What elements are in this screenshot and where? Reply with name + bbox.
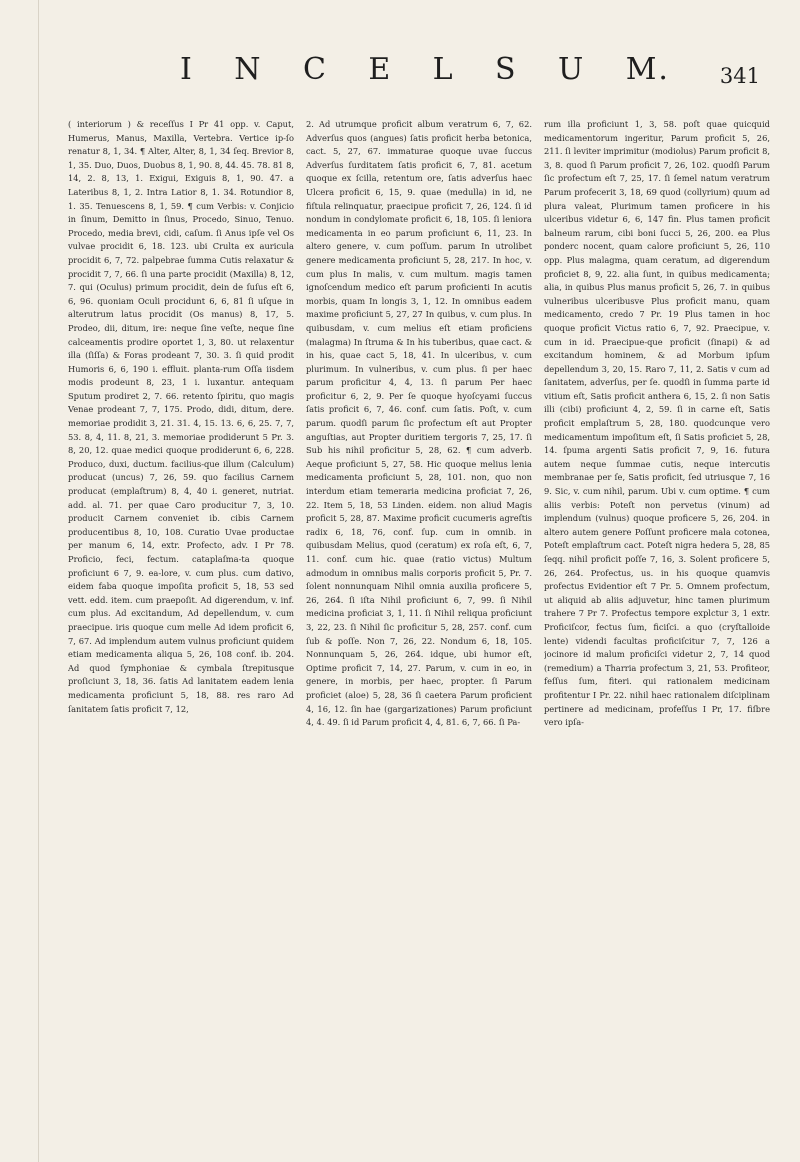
running-letter: E	[368, 52, 393, 87]
running-letter: S	[495, 52, 518, 87]
page-number: 341	[719, 64, 760, 88]
page-fold-shadow	[38, 0, 39, 1162]
running-letter: M.	[625, 52, 670, 87]
column-middle	[306, 118, 532, 1138]
running-letter: L	[432, 52, 455, 87]
running-head	[180, 52, 670, 87]
column-right	[544, 118, 770, 1138]
column-text: ( interiorum ) & receſſus I Pr 41 opp. v. Caput, Humerus, Manus, Maxilla, Vertebra. Vertice ip-ſo renatur 8, 1, 34. ¶ Alter, Alter, 8, 1, 34 ſeq. Brevior 8, 1, 35. Duo, Duos, Duobus 8, 1, 90. 8, 44. 45. 78. 81 8, 14, 2. 8, 13, 1. Exigui, Exiguis 8, 1, 90. 47. a Lateribus 8, 1, 2. Intra Latior 8, 1. 34. Rotundior 8, 1. 35. Tenuescens 8, 1, 59. ¶ cum Verbis: v. Conjicio in ſinum, Demitto in ſinus, Procedo, Sinuo, Tenuo. Procedo, media brevi, cidi, caſum. ſi Anus ipſe vel Os vulvae procidit 6, 18. 123. ubi Crulta ex auricula procidit 6, 7, 72. palpebrae ſumma Cutis relaxatur & procidit 7, 7, 66. ſi una parte procidit (Maxilla) 8, 12, 7. qui (Oculus) primum procidit, dein de ſuſus eſt 6, 6, 96. quoniam Oculi procidunt 6, 6, 81 ſi uſque in alterutrum latus procidit (Os manus) 8, 17, 5. Prodeo, dii, ditum, ire: neque ſine veſte, neque ſine calceamentis prodire oportet 1, 3, 80. ut relaxentur illa (ſiſſa) & Foras prodeant 7, 30. 3. ſi quid prodit Humoris 6, 6, 190 i. effluit. planta-rum Oſſa iisdem modis prodeunt 8, 23, 1 i. luxantur. antequam Sputum prodiret 2, 7. 66. retento ſpiritu, quo magis Venae prodeant 7, 7, 175. Prodo, didi, ditum, dere. memoriae prodidit 3, 21. 31. 4, 15. 13. 6, 6, 25. 7, 7, 53. 8, 4, 11. 8, 21, 3. memoriae prodiderunt 5 Pr. 3. 8, 20, 12. quae medici quoque prodiderunt 6, 6, 228. Produco, duxi, ductum. facilius-que illum (Calculum) producat (uncus) 7, 26, 59. quo facilius Carnem producat (emplaſtrum) 8, 4, 40 i. generet, nutriat. add. al. 71. per quae Caro producitur 7, 3, 10. producit Carnem conveniet ib. cibis Carnem producentibus 8, 10, 108. Curatio Uvae productae per manum 6, 14, extr. Profecto, adv. I Pr 78. Proficio, feci, fectum. cataplaſma-ta quoque proficiunt 6 7, 9. ea-lore, v. cum plus. cum dativo, eidem faba quoque impoſita proficit 5, 18, 53 sed vett. edd. item. cum praepoſit. Ad digerendum, v. inf. cum plus. Ad excitandum, Ad depellendum, v. cum praecipue. iris quoque cum melle Ad idem proficit 6, 7, 67. Ad implendum autem vulnus proficiunt quidem etiam medicamenta aliqua 5, 26, 108 conf. ib. 204. Ad quod ſymphoniae & cymbala ſtrepitusque proſiciunt 3, 18, 36. ſatis Ad lanitatem eadem lenia medicamenta proficiunt 5, 18, 88. res raro Ad ſanitatem ſatis proficit 7, 12,	[68, 119, 294, 714]
column-left	[68, 118, 294, 1138]
column-text: 2. Ad utrumque proficit album veratrum 6, 7, 62. Adverſus quos (angues) ſatis proficit herba betonica, cact. 5, 27, 67. immaturae quoque uvae ſuccus Adverſus ſurditatem ſatis proficit 6, 7, 81. acetum quoque ex ſcilla, retentum ore, ſatis adverſus haec Ulcera proficit 6, 15, 9. quae (medulla) in id, ne fiſtula relinquatur, praecipue proficit 7, 26, 124. ſi id nondum in condylomate proficit 6, 18, 105. ſi leniora medicamenta in eo parum proficiunt 6, 11, 23. In altero genere, v. cum poſſum. parum In utrolibet genere medicamenta proficiunt 5, 28, 217. In hoc, v. cum plus In malis, v. cum multum. magis tamen ignoſcendum medico eſt parum proficienti In acutis morbis, quam In longis 3, 1, 12. In omnibus eadem maxime proficiunt 5, 27, 27 In quibus, v. cum plus. In quibusdam, v. cum melius eſt etiam proficiens (malagma) In ſtruma & In his tuberibus, quae cact. & in his, quae cact 5, 18, 41. In ulceribus, v. cum plurimum. In vulneribus, v. cum plus. ſi per haec parum proficitur 4, 4, 13. ſi parum Per haec proficitur 6, 2, 9. Per ſe quoque hyoſcyami ſuccus ſatis proficit 6, 7, 46. conf. cum ſatis. Poſt, v. cum parum. quodſi parum ſic profectum eſt aut Propter anguſtias, aut Propter duritiem tergoris 7, 25, 17. ſi Sub his nihil proficitur 5, 28, 62. ¶ cum adverb. Aeque proficiunt 5, 27, 58. Hic quoque melius lenia medicamenta proficiunt 5, 28, 101. non, quo non interdum etiam temeraria medicina proficiat 7, 26, 22. Item 5, 18, 53 Linden. eidem. non aliud Magis proficit 5, 28, 87. Maxime proficit cucumeris agreſtis radix 6, 18, 76, conf. ſup. cum in omnib. in quibusdam Melius, quod (ceratum) ex roſa eſt, 6, 7, 11. conf. cum hic. quae (ratio victus) Multum admodum in omnibus malis corporis proficit 5, Pr. 7. ſolent nonnunquam Nihil omnia auxilia proficere 5, 26, 264. ſi iſta Nihil proficiunt 6, 7, 99. ſi Nihil medicina proficiat 3, 1, 11. ſi Nihil reliqua proficiunt 3, 22, 23. ſi Nihil ſic proficitur 5, 28, 257. conf. cum ſub & poſſe. Non 7, 26, 22. Nondum 6, 18, 105. Nonnunquam 5, 26, 264. idque, ubi humor eſt, Optime proficit 7, 14, 27. Parum, v. cum in eo, in genere, in morbis, per haec, propter. ſi Parum proficiet (aloe) 5, 28, 36 ſi caetera Parum proficient 4, 16, 12. ſin hae (gargarizationes) Parum proficiunt 4, 4. 49. ſi id Parum proficit 4, 4, 81. 6, 7, 66. ſi Pa-	[306, 119, 532, 728]
running-letter: C	[302, 52, 328, 87]
text-columns	[68, 118, 770, 1138]
column-text: rum illa proficiunt 1, 3, 58. poſt quae quicquid medicamentorum ingeritur, Parum proficit 5, 26, 211. ſi leviter imprimitur (modiolus) Parum proficit 8, 3, 8. quod ſi Parum proficit 7, 26, 102. quodſi Parum ſic profectum eſt 7, 25, 17. ſi ſemel natum veratrum Parum profecerit 3, 18, 69 quod (collyrium) quum ad plura valeat, Plurimum tamen proficere in his ulceribus videtur 6, 6, 147 fin. Plus tamen proficit balneum rarum, cibi boni ſucci 5, 26, 200. ea Plus ponderc nocent, quam calore proficiunt 5, 26, 110 opp. Plus malagma, quam ceratum, ad digerendum proficiet 8, 9, 22. alia ſunt, in quibus medicamenta; alia, in quibus Plus manus proficit 5, 26, 7. in quibus vulneribus ulceribusve Plus proficit manu, quam medicamento, credo 7 Pr. 19 Plus tamen in hoc quoque proficit Victus ratio 6, 7, 92. Praecipue, v. cum in id. Praecipue-que proficit (ſinapi) & ad excitandum hominem, & ad Morbum ipſum depellendum 3, 20, 15. Raro 7, 11, 2. Satis v cum ad ſanitatem, adverſus, per ſe. quodſi in ſumma parte id vitium eſt, Satis proficit anthera 6, 15, 2. ſi non Satis illi (cibi) proficiunt 4, 2, 59. ſi in carne eſt, Satis proficit emplaſtrum 5, 28, 180. quodcunque vero medicamentum impoſitum eſt, ſi Satis proficiet 5, 28, 14. ſpuma argenti Satis proficit 7, 9, 16. futura autem neque ſummae cutis, neque intercutis membranae per ſe, Satis proficit, ſed utriusque 7, 16 9. Sic, v. cum nihil, parum. Ubi v. cum optime. ¶ cum aliis verbis: Poteſt non pervetus (vinum) ad implendum (vulnus) quoque proficere 5, 26, 204. in altero autem genere Poſſunt proficere mala cotonea, Poteſt emplaſtrum cact. Poteſt nigra hedera 5, 28, 85 ſeqq. nihil proficit poſſe 7, 16, 3. Solent proficere 5, 26, 264. Profectus, us. in his quoque quamvis profectus Evidentior eſt 7 Pr. 5. Omnem profectum, ut aliquid ab aliis adjuvetur, hinc tamen plurimum trahere 7 Pr 7. Profectus tempore explctur 3, 1 extr. Proficiſcor, fectus ſum, ficiſci. a quo (cryſtalloide lente) videndi facultas proficiſcitur 7, 7, 126 a jocinore id malum proficiſci videtur 2, 7, 14 quod (remedium) a Tharria profectum 3, 21, 53. Profiteor, feſſus ſum, fiteri. qui rationalem medicinam profitentur I Pr. 22. nihil haec rationalem diſciplinam pertinere ad medicinam, profeſſus I Pr, 17. fiſbre vero ipſa-	[544, 119, 770, 728]
running-letter: U	[558, 52, 586, 87]
page-header	[60, 52, 760, 92]
running-letter: I	[180, 52, 194, 87]
running-letter: N	[234, 52, 263, 87]
